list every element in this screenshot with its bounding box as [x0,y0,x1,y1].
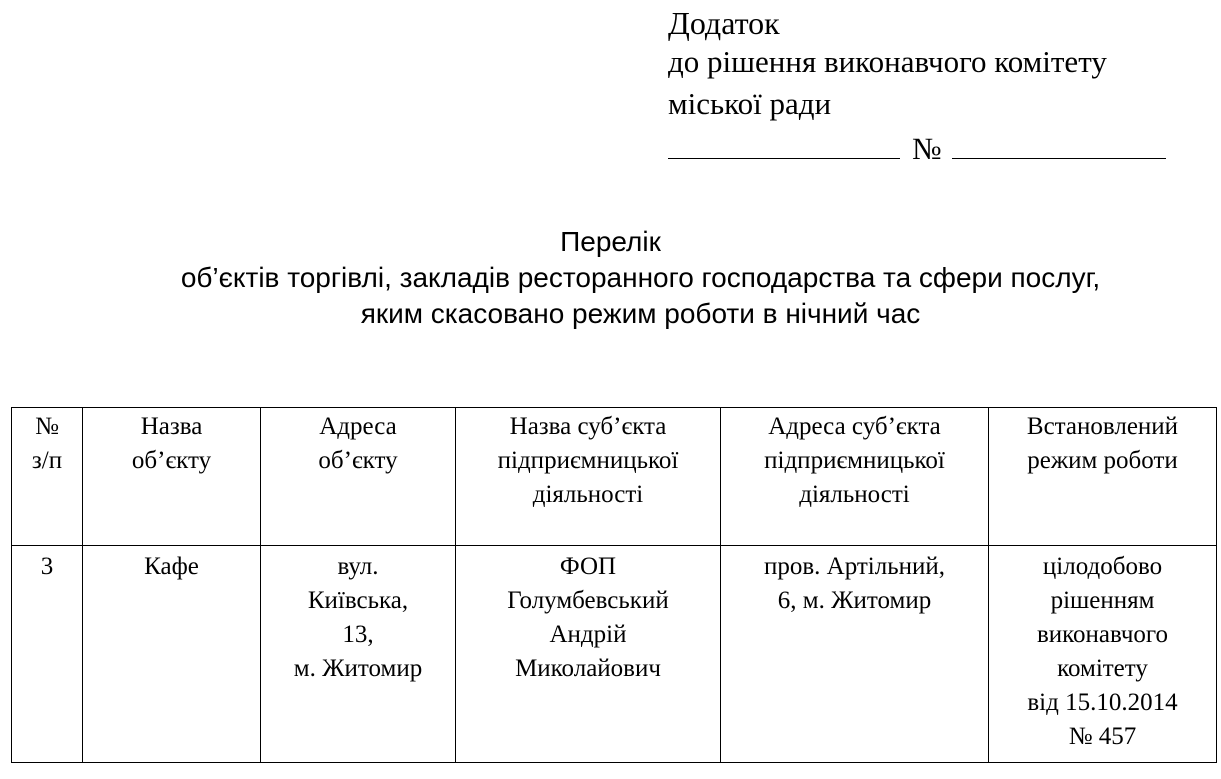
document-title [0,224,1221,332]
cell-object-name [83,546,261,763]
header-entity-name [456,408,721,546]
header-text-line: Назва суб’єкта [509,413,667,440]
table-body [12,546,1217,763]
header-text-line: Встановлений [1026,413,1179,440]
cell-text-line: пров. Артільний, [763,553,946,580]
number-sign: № [912,131,942,166]
header-entity-address [721,408,989,546]
header-text-line: діяльності [799,481,910,508]
header-working-mode [989,408,1217,546]
cell-text-line: Андрій [549,621,627,648]
header-text-line: Адреса суб’єкта [768,413,941,440]
cell-text-line: рішенням [1050,587,1155,614]
cell-text-line: 13, [342,621,374,648]
title-line-2: об’єктів торгівлі, закладів ресторанного господарства та сфери послуг, [180,262,1101,293]
cell-text-line: Київська, [307,587,409,614]
header-text-line: Назва [140,413,203,440]
annex-block [668,2,1166,170]
title-line-1: Перелік [560,226,661,257]
header-text-line: об’єкту [318,447,398,474]
header-text-line: об’єкту [131,447,212,474]
table-row [12,546,1217,763]
header-text-line: діяльності [532,481,644,508]
cell-entity-address [721,546,989,763]
header-text-line: № [35,413,59,440]
header-number [12,408,83,546]
header-text-line: Адреса [319,413,397,440]
annex-council-line: міської ради [668,86,832,121]
objects-table [11,407,1217,763]
cell-text-line: 3 [40,553,54,580]
cell-text-line: м. Житомир [293,655,423,682]
cell-text-line: виконавчого [1036,621,1169,648]
number-blank [952,130,1166,159]
cell-text-line: ФОП [559,553,617,580]
cell-text-line: Миколайович [515,655,661,682]
date-blank [668,130,900,159]
cell-object-address [261,546,456,763]
cell-text-line: вул. [337,553,379,580]
cell-working-mode [989,546,1217,763]
header-text-line: з/п [31,447,63,474]
annex-date-number-line [668,128,1166,170]
annex-decision-line: до рішення виконавчого комітету [668,44,1107,79]
header-object-address [261,408,456,546]
header-text-line: підприємницької [764,447,945,474]
cell-text-line: Кафе [144,553,199,580]
cell-text-line: цілодобово [1042,553,1163,580]
header-object-name [83,408,261,546]
title-line-3: яким скасовано режим роботи в нічний час [360,298,921,329]
annex-heading: Додаток [668,5,780,41]
cell-text-line: № 457 [1068,723,1137,750]
header-text-line: підприємницької [497,447,679,474]
cell-text-line: від 15.10.2014 [1027,689,1178,716]
table-header-row [12,408,1217,546]
header-text-line: режим роботи [1027,447,1178,474]
cell-number [12,546,83,763]
cell-entity-name [456,546,721,763]
cell-text-line: Голумбевський [507,587,669,614]
cell-text-line: 6, м. Житомир [777,587,932,614]
cell-text-line: комітету [1057,655,1148,682]
